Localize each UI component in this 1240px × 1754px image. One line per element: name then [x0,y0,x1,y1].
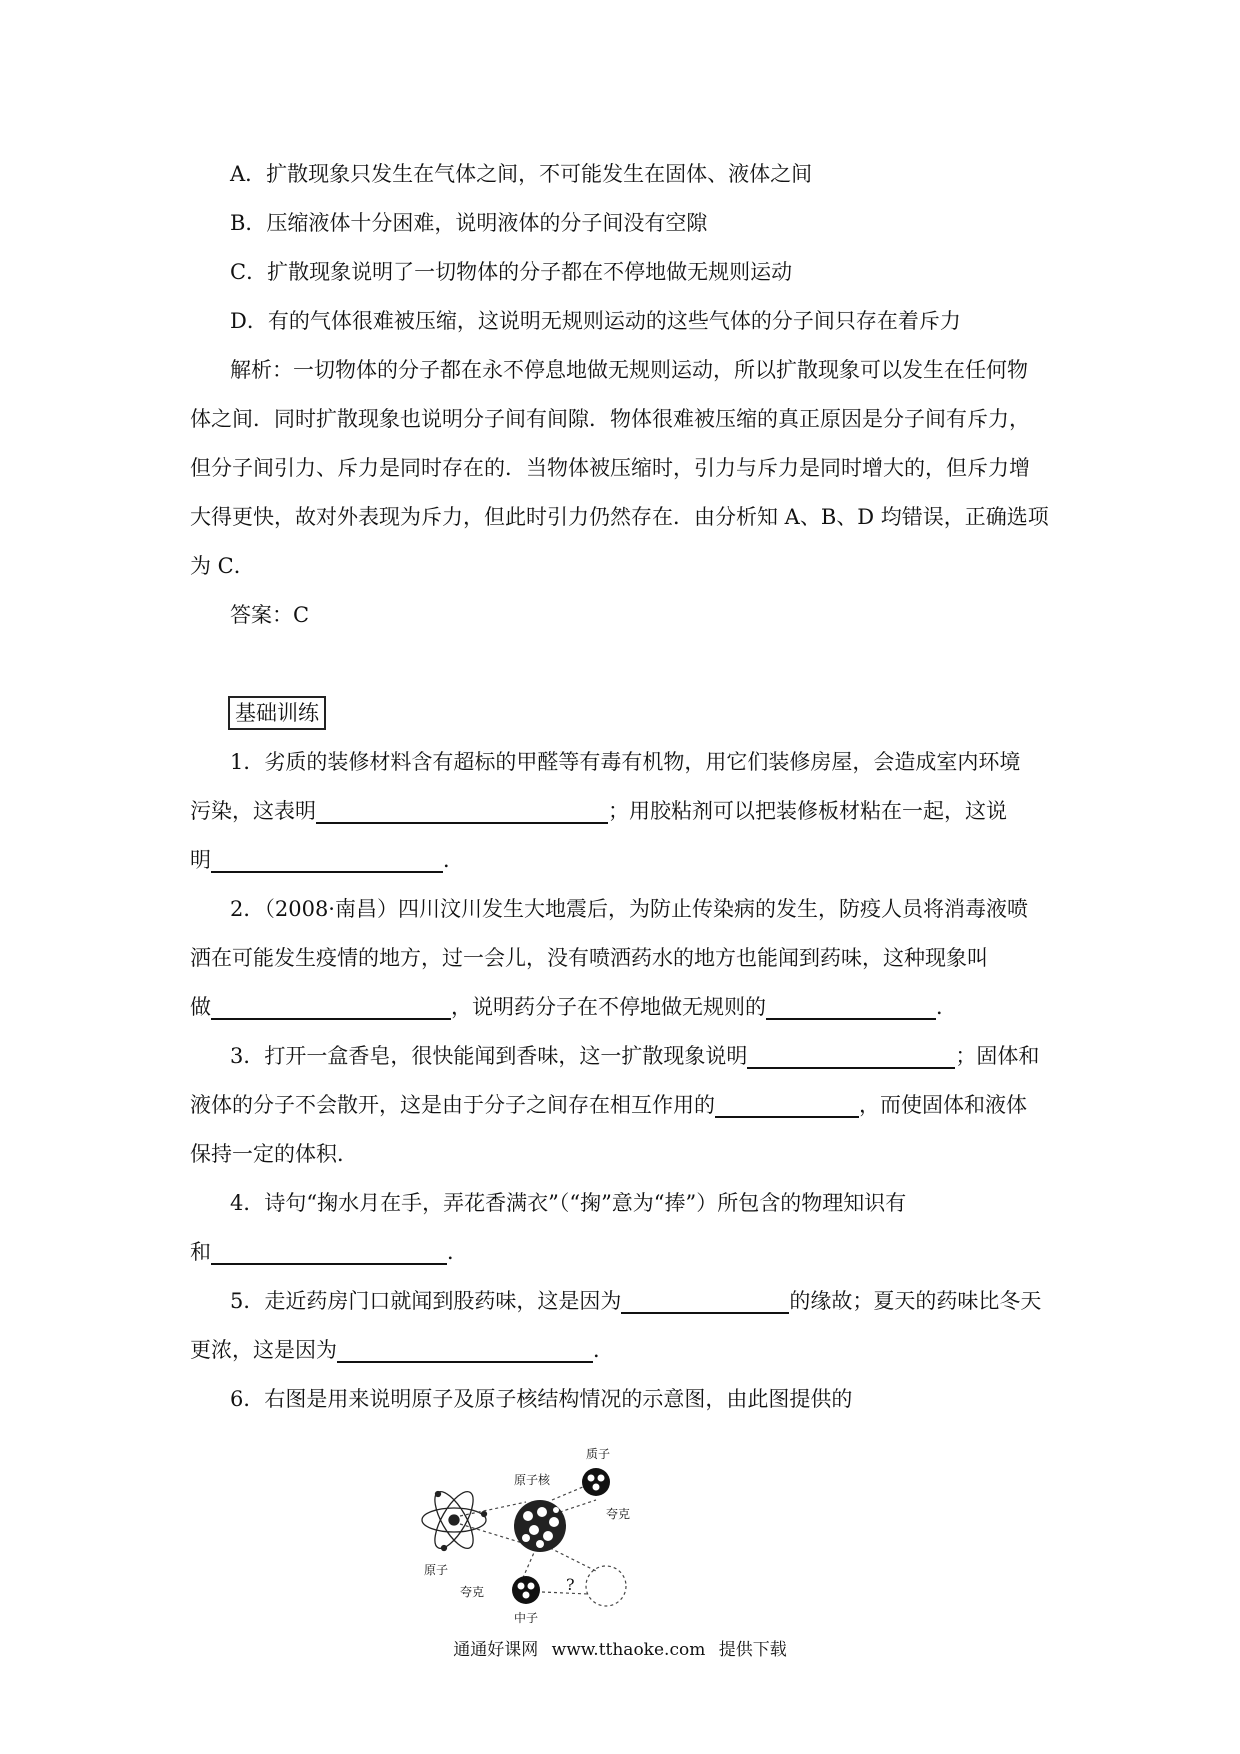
q5-line-2 [190,1336,1060,1364]
q4-text-2b: ． [447,1240,468,1264]
q1-blank-2[interactable] [211,849,443,873]
label-neutron: 中子 [514,1611,539,1625]
option-d: D．有的气体很难被压缩，这说明无规则运动的这些气体的分子间只存在着斥力 [230,309,961,333]
analysis-line-1: 解析：一切物体的分子都在永不停息地做无规则运动，所以扩散现象可以发生在任何物 [230,358,1028,382]
label-quark-top: 夸克 [606,1507,631,1521]
label-nucleus: 原子核 [514,1473,551,1487]
q2-blank-1[interactable] [211,996,451,1020]
q4-line-1: 4．诗句“掬水月在手，弄花香满衣”（“掬”意为“捧”）所包含的物理知识有 [230,1191,907,1215]
q2-text-3b: ，说明药分子在不停地做无规则的 [451,995,766,1019]
q4-text-2a: 和 [190,1240,211,1264]
option-a: A．扩散现象只发生在气体之间，不可能发生在固体、液体之间 [230,162,813,186]
q5-text-2b: ． [593,1338,614,1362]
analysis-line-5: 为 C． [190,554,255,578]
q3-text-2b: ，而使固体和液体 [859,1093,1027,1117]
q1-line-2 [190,797,1060,825]
label-question: ? [566,1575,575,1594]
q2-text-3c: ． [936,995,957,1019]
nucleus-icon [514,1500,566,1552]
analysis-line-4: 大得更快，故对外表现为斥力，但此时引力仍然存在．由分析知 A、B、D 均错误，正确选项 [190,505,1049,529]
q1-text-3b: ． [443,848,464,872]
q3-line-2 [190,1091,1060,1119]
q5-text-1a: 5．走近药房门口就闻到股药味，这是因为 [230,1289,622,1313]
label-quark-bottom: 夸克 [460,1585,485,1599]
q1-line-1: 1．劣质的装修材料含有超标的甲醛等有毒有机物，用它们装修房屋，会造成室内环境 [230,750,1021,774]
q5-text-1b: 的缘故；夏天的药味比冬天 [789,1289,1042,1313]
proton-icon [582,1468,610,1496]
atom-icon [422,1486,487,1553]
q4-line-2 [190,1238,1060,1266]
q5-text-2a: 更浓，这是因为 [190,1338,337,1362]
section-title: 基础训练 [228,696,326,730]
q3-line-3: 保持一定的体积． [190,1142,358,1166]
page-footer [0,1638,1240,1662]
q2-line-2: 洒在可能发生疫情的地方，过一会儿，没有喷洒药水的地方也能闻到药味，这种现象叫 [190,946,988,970]
q1-text-2b: ；用胶粘剂可以把装修板材粘在一起，这说 [608,799,1007,823]
q3-text-1b: ；固体和 [955,1044,1040,1068]
analysis-line-3: 但分子间引力、斥力是同时存在的．当物体被压缩时，引力与斥力是同时增大的，但斥力增 [190,456,1030,480]
q2-line-1: 2．（2008·南昌）四川汶川发生大地震后，为防止传染病的发生，防疫人员将消毒液喷 [230,897,1028,921]
atom-structure-diagram [410,1444,650,1630]
unknown-particle-icon [586,1566,626,1606]
q2-line-3 [190,993,1060,1021]
q5-blank-2[interactable] [337,1339,593,1363]
analysis-line-2: 体之间．同时扩散现象也说明分子间有间隙．物体很难被压缩的真正原因是分子间有斥力， [190,407,1030,431]
q1-line-3 [190,846,1060,874]
answer: 答案：C [230,603,310,627]
q3-text-1a: 3．打开一盒香皂，很快能闻到香味，这一扩散现象说明 [230,1044,748,1068]
q1-text-2a: 污染，这表明 [190,799,316,823]
q3-blank-2[interactable] [715,1094,859,1118]
neutron-icon [512,1576,540,1604]
footer-url[interactable]: www.tthaoke.com [551,1640,706,1660]
q6-line-1: 6．右图是用来说明原子及原子核结构情况的示意图，由此图提供的 [230,1387,853,1411]
q5-blank-1[interactable] [621,1290,789,1314]
label-proton: 质子 [586,1447,611,1461]
q1-text-3a: 明 [190,848,211,872]
q3-blank-1[interactable] [747,1045,955,1069]
q3-line-1 [230,1042,1060,1070]
footer-note: 提供下载 [718,1640,787,1660]
footer-site: 通通好课网 [453,1640,539,1660]
q4-blank-1[interactable] [211,1241,447,1265]
q3-text-2a: 液体的分子不会散开，这是由于分子之间存在相互作用的 [190,1093,715,1117]
option-b: B．压缩液体十分困难，说明液体的分子间没有空隙 [230,211,708,235]
q2-blank-2[interactable] [766,996,936,1020]
option-c: C．扩散现象说明了一切物体的分子都在不停地做无规则运动 [230,260,793,284]
q1-blank-1[interactable] [316,800,608,824]
label-atom: 原子 [424,1563,449,1577]
q2-text-3a: 做 [190,995,211,1019]
q5-line-1 [230,1287,1060,1315]
